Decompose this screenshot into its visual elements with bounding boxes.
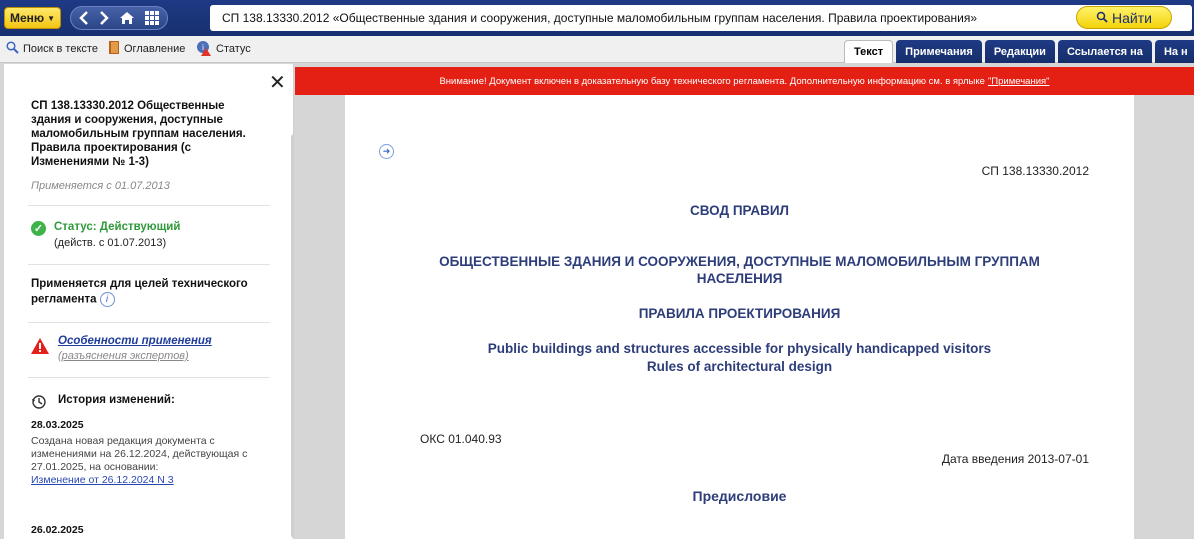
forward-icon[interactable]	[99, 11, 109, 25]
history-date: 26.02.2025	[31, 524, 84, 536]
history-entry-text: Создана новая редакция документа с изменениями на 26.12.2024, действующая с 27.01.2025, на основании:	[31, 435, 248, 473]
status-button[interactable]	[196, 40, 251, 58]
menu-label: Меню	[9, 11, 45, 25]
document-code: СП 138.13330.2012	[981, 164, 1089, 178]
notice-link[interactable]: "Примечания"	[987, 75, 1050, 87]
contents-button[interactable]	[108, 40, 185, 58]
okc-code: ОКС 01.040.93	[420, 432, 502, 446]
info-icon[interactable]: i	[100, 292, 115, 307]
check-icon: ✓	[31, 221, 46, 236]
find-label: Найти	[1112, 9, 1152, 26]
tab-revisions[interactable]: Редакции	[985, 40, 1055, 63]
document-title: СП 138.13330.2012 «Общественные здания и сооружения, доступные маломобильным группам населения. Правила проектирования»	[222, 11, 978, 25]
tab-notes[interactable]: Примечания	[896, 40, 982, 63]
panel-scrollbar[interactable]	[291, 134, 294, 538]
close-icon[interactable]: ✕	[269, 72, 286, 94]
nav-group	[70, 6, 168, 30]
applies-since: Применяется с 01.07.2013	[31, 180, 170, 192]
intro-date: Дата введения 2013-07-01	[941, 452, 1089, 466]
divider	[28, 377, 270, 378]
status-icon	[196, 40, 212, 59]
document-title-ru: ОБЩЕСТВЕННЫЕ ЗДАНИЯ И СООРУЖЕНИЯ, ДОСТУПНЫЕ МАЛОМОБИЛЬНЫМ ГРУППАМ НАСЕЛЕНИЯ	[439, 254, 1040, 286]
document-page	[345, 95, 1134, 539]
search-icon	[1096, 10, 1108, 26]
history-title: История изменений:	[58, 394, 175, 406]
svg-text:i: i	[202, 42, 204, 52]
status-label: Статус	[216, 43, 251, 55]
panel-document-title: СП 138.13330.2012 Общественные здания и сооружения, доступные маломобильным группам населения. Правила проектирования (с Изменениями № 1-3)	[31, 100, 246, 168]
divider	[28, 205, 270, 206]
grid-icon[interactable]	[145, 11, 159, 25]
document-title-en: Public buildings and structures accessible for physically handicapped visitors	[487, 341, 992, 356]
tab-referenced-by[interactable]: На н	[1155, 40, 1194, 63]
features-link[interactable]: Особенности применения	[58, 335, 212, 347]
document-tabs	[844, 40, 1194, 63]
apply-title-text: Применяется для целей технического регламента	[31, 278, 248, 306]
chevron-down-icon: ▼	[47, 13, 56, 23]
document-title-field[interactable]	[210, 5, 1192, 31]
document-subtitle-en: Rules of architectural design	[646, 359, 833, 374]
notice-banner	[295, 67, 1194, 95]
search-in-text-button[interactable]	[6, 40, 98, 58]
search-in-text-label: Поиск в тексте	[23, 43, 98, 55]
book-icon	[108, 41, 120, 57]
arrow-right-icon[interactable]: ➜	[379, 144, 394, 159]
back-icon[interactable]	[79, 11, 89, 25]
document-heading: СВОД ПРАВИЛ	[689, 203, 790, 218]
tab-text[interactable]: Текст	[844, 40, 893, 63]
find-button[interactable]	[1076, 6, 1172, 29]
contents-label: Оглавление	[124, 43, 186, 55]
warning-icon	[31, 338, 49, 354]
status-text: Статус: Действующий	[54, 221, 181, 233]
document-subtitle-ru: ПРАВИЛА ПРОЕКТИРОВАНИЯ	[638, 306, 841, 321]
tab-references[interactable]: Ссылается на	[1058, 40, 1152, 63]
home-icon[interactable]	[119, 11, 135, 25]
history-icon	[31, 394, 47, 410]
top-bar	[0, 0, 1194, 36]
menu-button[interactable]	[4, 7, 61, 29]
history-date: 28.03.2025	[31, 419, 84, 431]
notice-text: Внимание! Документ включен в доказательную базу технического регламента. Дополнительную информацию см. в ярлыке	[439, 75, 985, 87]
history-entry	[31, 435, 266, 487]
preface-heading: Предисловие	[692, 488, 787, 504]
status-panel	[4, 64, 294, 539]
search-icon	[6, 41, 19, 57]
history-entry-link[interactable]: Изменение от 26.12.2024 N 3	[31, 474, 174, 486]
divider	[28, 322, 270, 323]
divider	[28, 264, 270, 265]
apply-title	[31, 277, 261, 308]
status-date: (действ. с 01.07.2013)	[54, 237, 167, 249]
features-sub[interactable]: (разъяснения экспертов)	[58, 350, 189, 362]
